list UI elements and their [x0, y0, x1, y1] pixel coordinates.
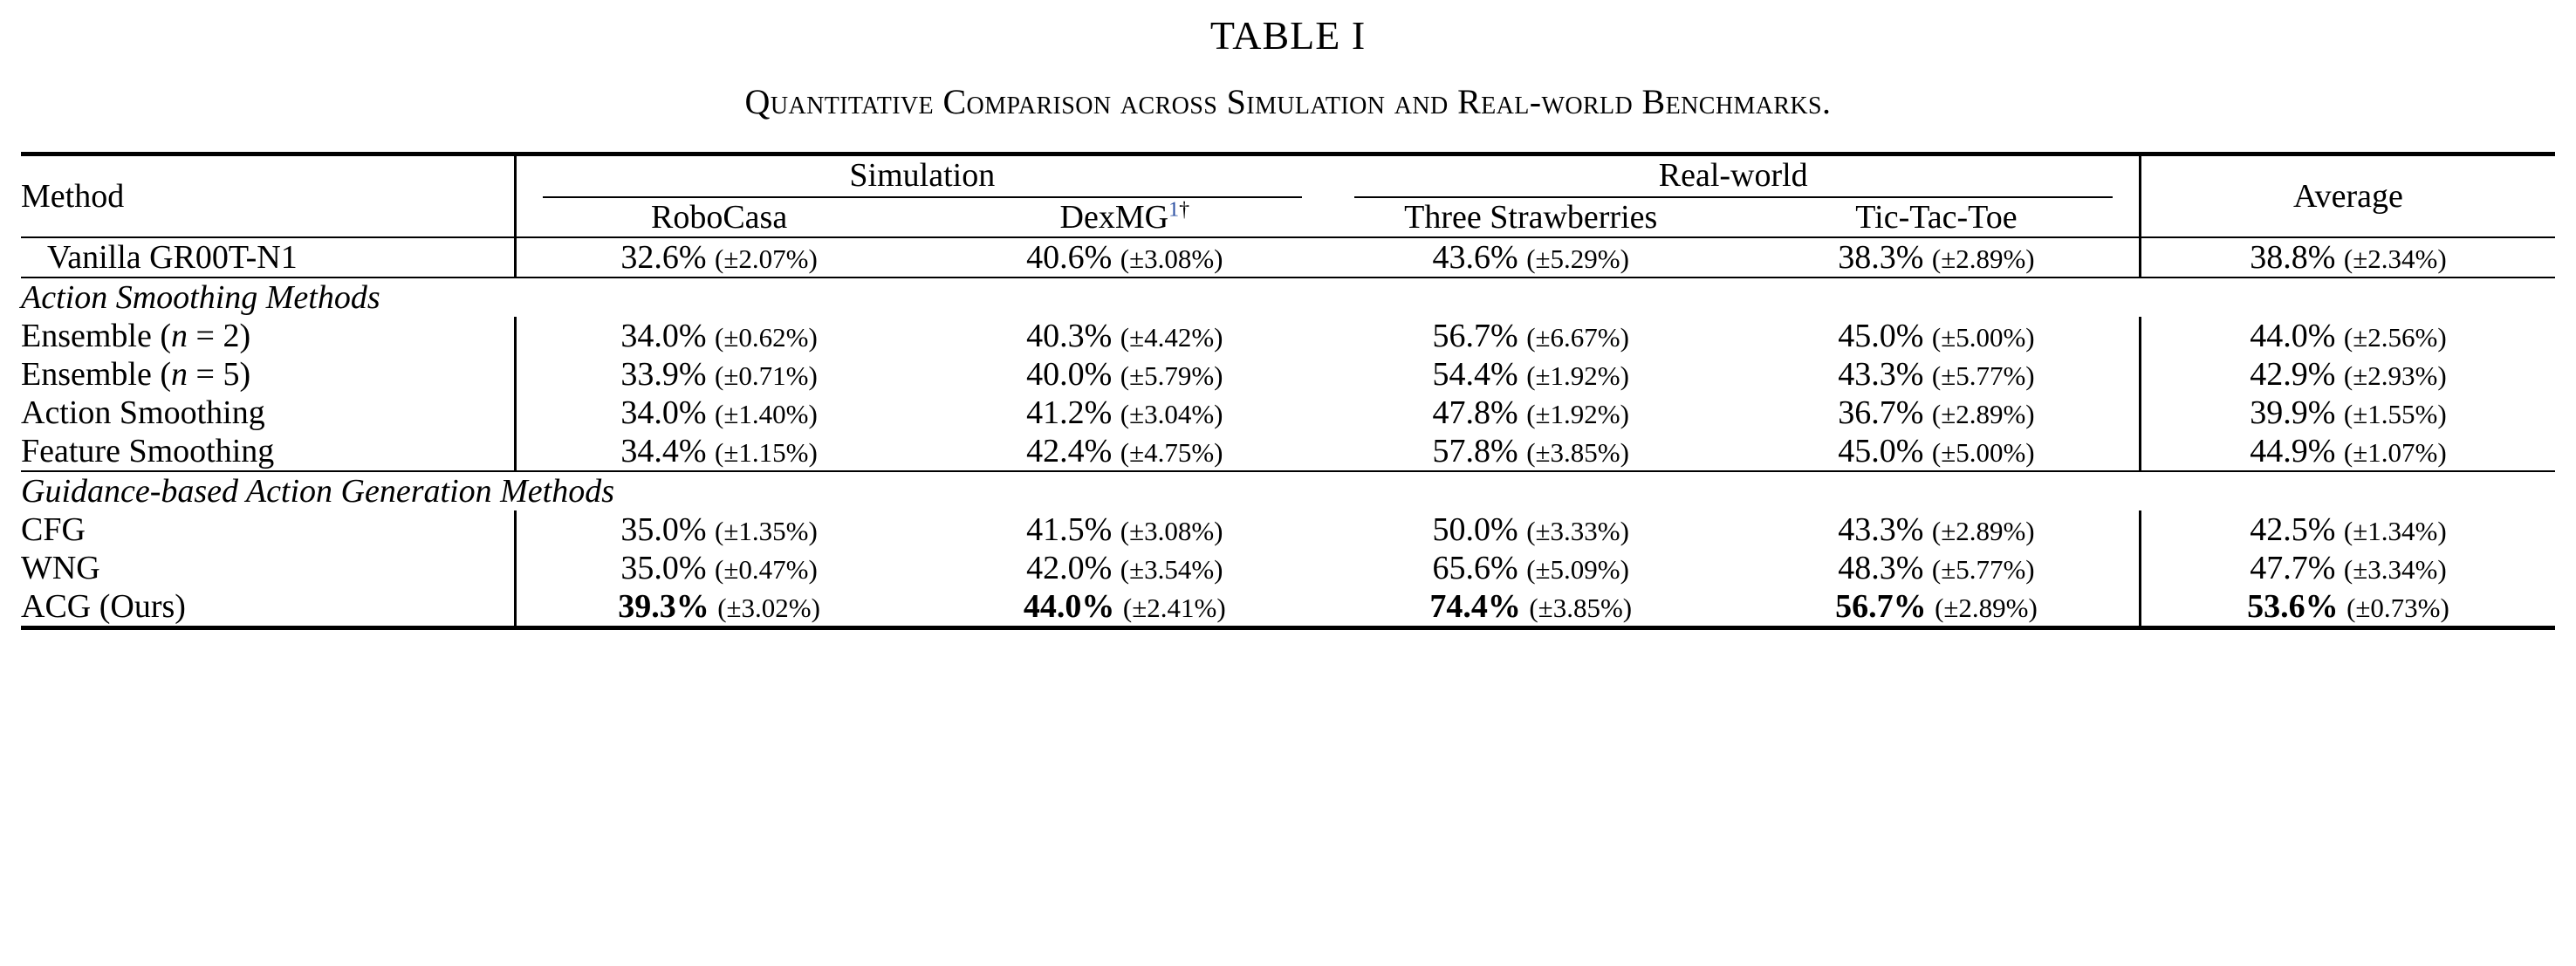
row-cell: 44.0% (±2.56%)	[2140, 317, 2555, 355]
row-cell: 42.4% (±4.75%)	[1026, 433, 1223, 469]
row-cell: 40.6% (±3.08%)	[921, 237, 1327, 277]
row-cell: 42.9% (±2.93%)	[2140, 355, 2555, 394]
row-cell: 45.0% (±5.00%)	[1838, 318, 2035, 354]
row-cell: 54.4% (±1.92%)	[1432, 356, 1629, 393]
row-cell: 65.6% (±5.09%)	[1432, 550, 1629, 586]
row-cell: 39.9% (±1.55%)	[2140, 394, 2555, 432]
header-col-dexmg	[921, 198, 1327, 237]
row-cell: 34.0% (±0.62%)	[516, 317, 921, 355]
row-cell: 32.6% (±2.07%)	[516, 237, 921, 277]
row-cell: 42.5% (±1.34%)	[2140, 510, 2555, 549]
row-cell: 35.0% (±1.35%)	[516, 510, 921, 549]
row-label: CFG	[21, 511, 86, 548]
row-cell: 57.8% (±3.85%)	[1432, 433, 1629, 469]
table-number: TABLE I	[1209, 13, 1367, 58]
results-table	[21, 152, 2555, 630]
row-label: Ensemble (n = 5)	[21, 356, 251, 393]
row-cell: 53.6% (±0.73%)	[2140, 587, 2555, 628]
header-method: Method	[21, 154, 516, 238]
header-col-dexmg-footnote: 1†	[1168, 198, 1190, 222]
table-row	[21, 237, 2555, 277]
header-group-realworld-label: Real-world	[1658, 157, 1808, 194]
row-cell: 45.0% (±5.00%)	[1838, 433, 2035, 469]
row-cell: 44.0% (±2.41%)	[921, 587, 1327, 628]
row-cell: 38.8% (±2.34%)	[2140, 237, 2555, 277]
table-caption: Quantitative Comparison across Simulation and Real-world Benchmarks.	[744, 82, 1832, 121]
row-cell: 43.3% (±2.89%)	[1838, 511, 2035, 548]
header-group-simulation-label: Simulation	[849, 157, 996, 194]
row-cell: 42.0% (±3.54%)	[1026, 550, 1223, 586]
row-cell: 44.9% (±1.07%)	[2140, 432, 2555, 471]
row-cell: 41.5% (±3.08%)	[1026, 511, 1223, 548]
row-cell: 34.4% (±1.15%)	[516, 432, 921, 471]
row-cell: 33.9% (±0.71%)	[516, 355, 921, 394]
header-group-realworld	[1328, 154, 2141, 199]
header-average: Average	[2140, 154, 2555, 238]
header-col-tic-tac-toe: Tic-Tac-Toe	[1855, 199, 2018, 236]
row-cell: 47.7% (±3.34%)	[2140, 549, 2555, 587]
row-cell: 43.6% (±5.29%)	[1328, 237, 1734, 277]
table-row	[21, 549, 2555, 587]
row-cell: 39.3% (±3.02%)	[516, 587, 921, 628]
table-page	[0, 12, 2576, 966]
row-cell: 56.7% (±6.67%)	[1432, 318, 1629, 354]
section-header-row	[21, 471, 2555, 510]
row-cell: 40.0% (±5.79%)	[1026, 356, 1223, 393]
row-cell: 50.0% (±3.33%)	[1432, 511, 1629, 548]
table-row	[21, 432, 2555, 471]
header-col-three-strawberries: Three Strawberries	[1404, 199, 1658, 236]
row-cell: 38.3% (±2.89%)	[1734, 237, 2140, 277]
table-row	[21, 355, 2555, 394]
table-row	[21, 510, 2555, 549]
table-container	[21, 152, 2555, 630]
section-label: Guidance-based Action Generation Methods	[21, 471, 2555, 510]
row-cell: 41.2% (±3.04%)	[1026, 394, 1223, 431]
table-row	[21, 317, 2555, 355]
row-cell: 43.3% (±5.77%)	[1838, 356, 2035, 393]
row-label: Feature Smoothing	[21, 433, 275, 469]
header-row-groups	[21, 154, 2555, 199]
row-cell: 48.3% (±5.77%)	[1838, 550, 2035, 586]
row-label: Vanilla GR00T-N1	[21, 237, 516, 277]
row-label: ACG (Ours)	[21, 587, 516, 628]
row-cell: 74.4% (±3.85%)	[1328, 587, 1734, 628]
section-label: Action Smoothing Methods	[21, 277, 2555, 317]
row-cell: 35.0% (±0.47%)	[516, 549, 921, 587]
row-cell: 36.7% (±2.89%)	[1838, 394, 2035, 431]
header-col-robocasa: RoboCasa	[516, 198, 921, 237]
row-label: Action Smoothing	[21, 394, 265, 431]
row-cell: 56.7% (±2.89%)	[1734, 587, 2140, 628]
row-cell: 40.3% (±4.42%)	[1026, 318, 1223, 354]
row-cell: 34.0% (±1.40%)	[516, 394, 921, 432]
row-cell: 47.8% (±1.92%)	[1432, 394, 1629, 431]
section-header-row	[21, 277, 2555, 317]
table-row	[21, 587, 2555, 628]
row-label: Ensemble (n = 2)	[21, 318, 251, 354]
table-row	[21, 394, 2555, 432]
row-label: WNG	[21, 550, 100, 586]
header-col-dexmg-label: DexMG	[1059, 199, 1169, 236]
header-group-simulation	[516, 154, 1328, 199]
